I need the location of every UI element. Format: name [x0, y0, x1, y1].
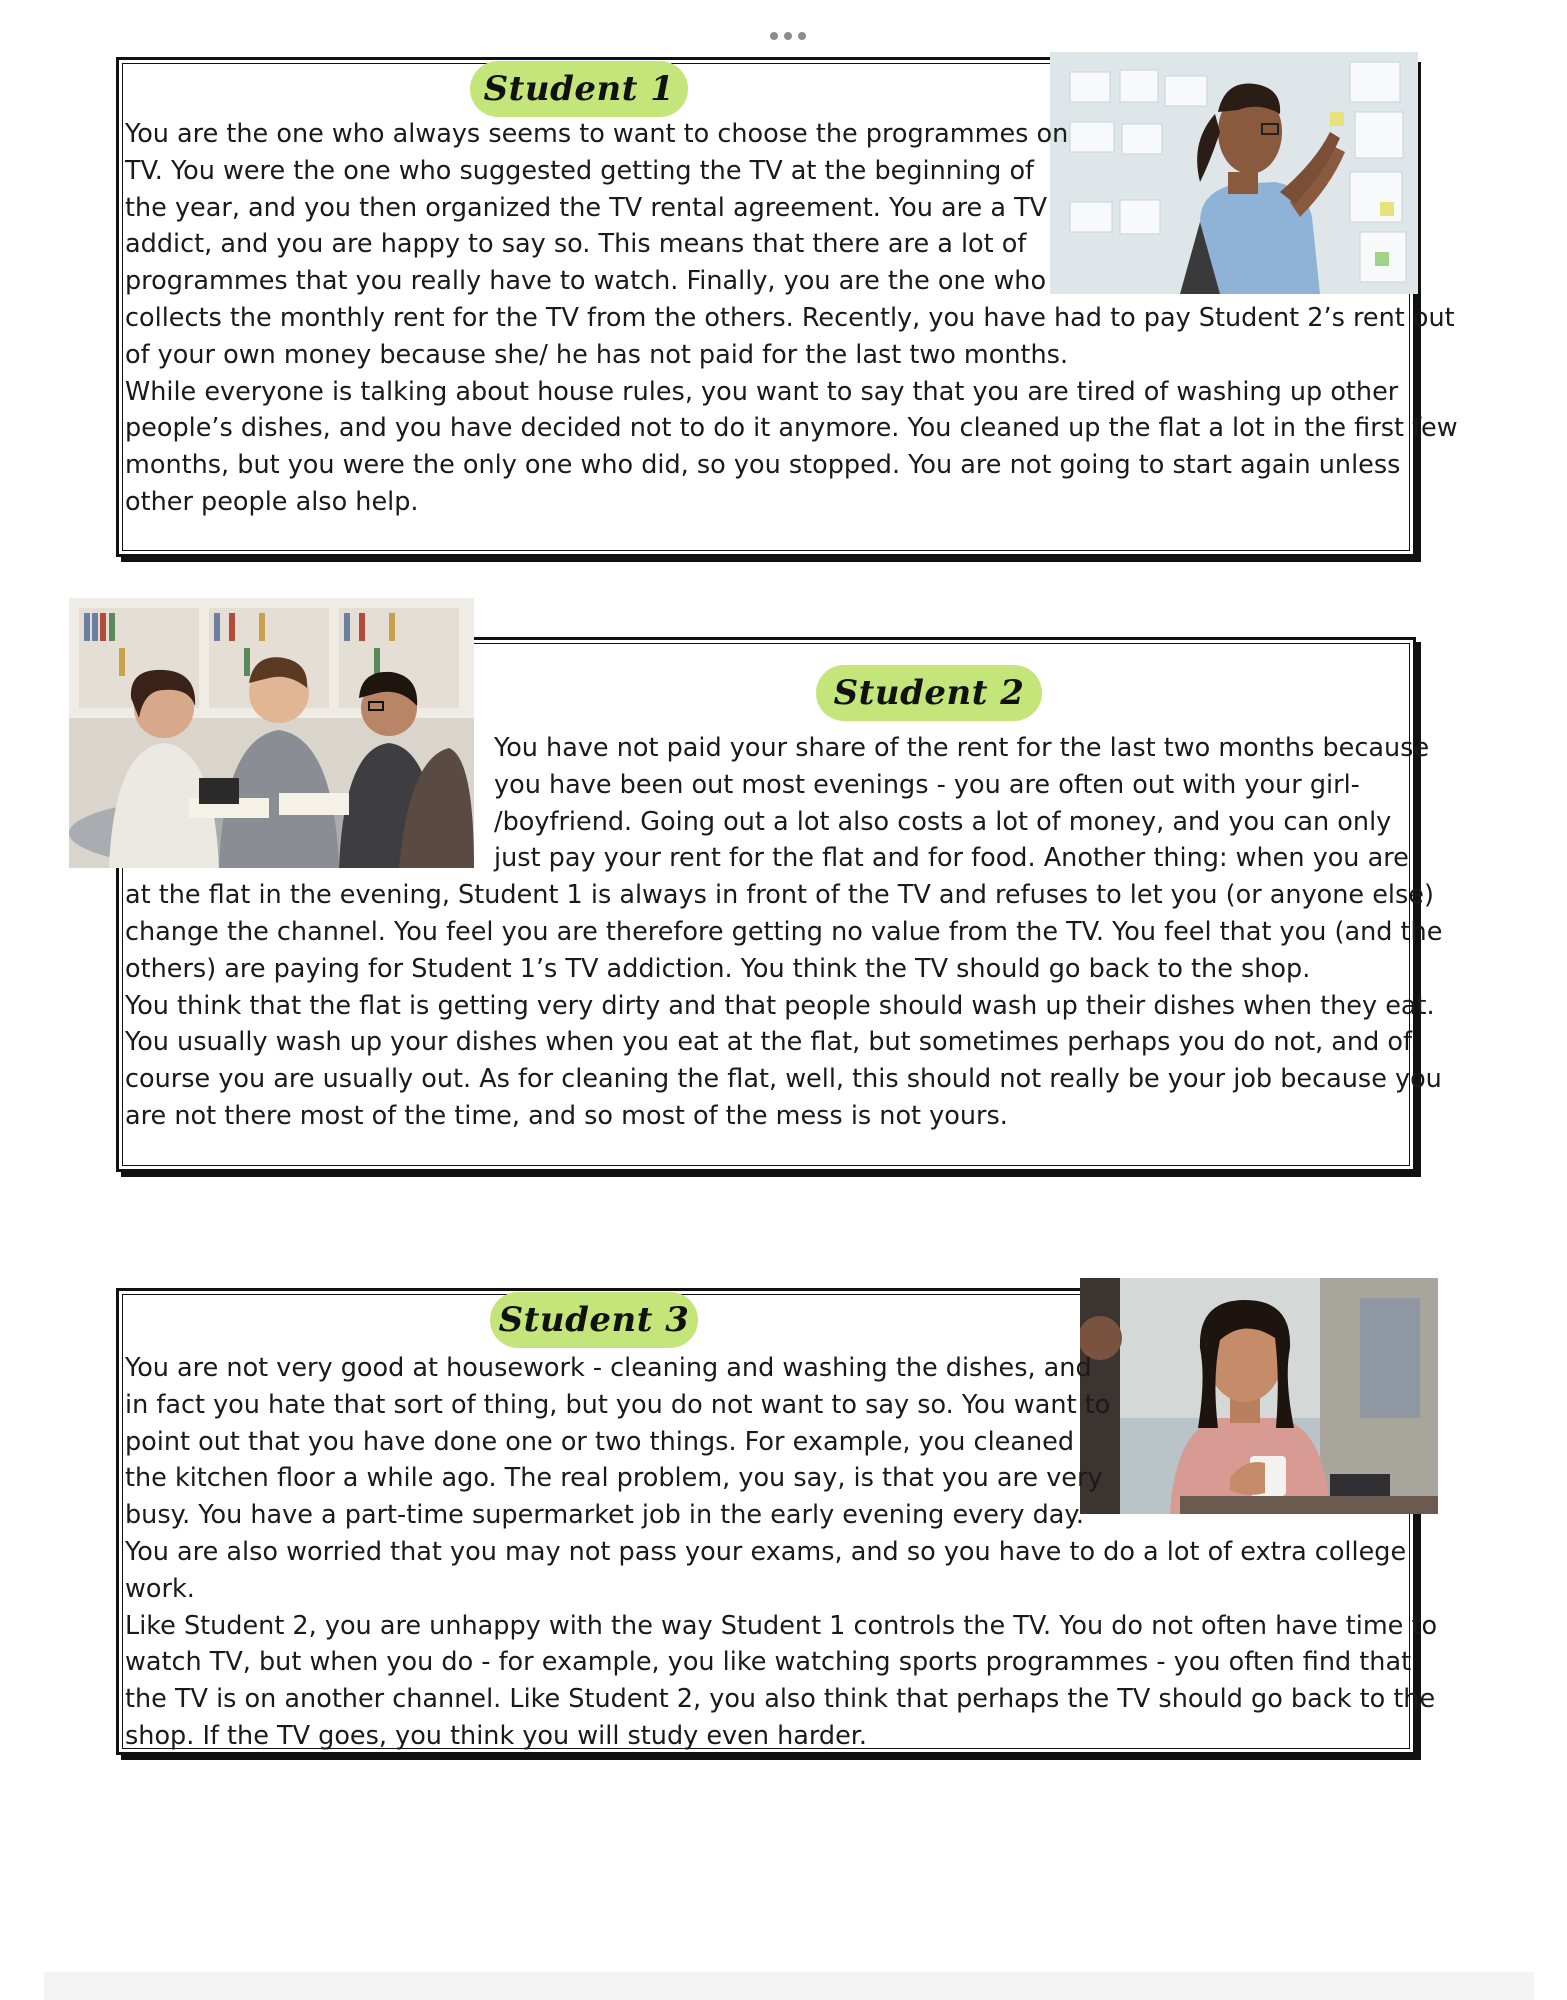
text-line: the TV is on another channel. Like Student 2, you also think that perhaps the TV should go back to the	[125, 1684, 1436, 1715]
page-footer-bar	[44, 1972, 1534, 2000]
text-line: change the channel. You feel you are therefore getting no value from the TV. You feel that you (and the	[125, 916, 1443, 947]
student-1-text	[125, 116, 1458, 521]
text-line: other people also help.	[125, 486, 419, 517]
text-line: You think that the flat is getting very dirty and that people should wash up their dishes when they eat.	[125, 990, 1435, 1021]
text-line: point out that you have done one or two things. For example, you cleaned	[125, 1426, 1075, 1457]
student-2-badge	[816, 665, 1042, 721]
student-3-text	[125, 1350, 1437, 1755]
text-line: You have not paid your share of the rent for the last two months because	[494, 733, 1430, 763]
text-line: months, but you were the only one who did, so you stopped. You are not going to start again unless	[125, 450, 1401, 481]
text-line: the kitchen floor a while ago. The real problem, you say, is that you are very	[125, 1463, 1103, 1494]
student-2-text	[125, 730, 1442, 1135]
text-line: work.	[125, 1573, 195, 1604]
text-line: are not there most of the time, and so most of the mess is not yours.	[125, 1100, 1008, 1131]
text-line: of your own money because she/ he has not paid for the last two months.	[125, 339, 1069, 370]
text-line: others) are paying for Student 1’s TV addiction. You think the TV should go back to the shop.	[125, 953, 1311, 984]
student-1-badge	[470, 61, 688, 117]
text-line: /boyfriend. Going out a lot also costs a lot of money, and you can only	[494, 806, 1392, 837]
dot	[784, 32, 792, 40]
text-line: While everyone is talking about house rules, you want to say that you are tired of washing up other	[125, 376, 1399, 407]
dot	[770, 32, 778, 40]
text-line: addict, and you are happy to say so. This means that there are a lot of	[125, 229, 1027, 260]
text-line: You are not very good at housework - cleaning and washing the dishes, and	[125, 1353, 1092, 1383]
text-line: TV. You were the one who suggested getting the TV at the beginning of	[125, 155, 1035, 186]
text-line: in fact you hate that sort of thing, but you do not want to say so. You want to	[125, 1389, 1111, 1420]
text-line: course you are usually out. As for cleaning the flat, well, this should not really be your job because you	[125, 1064, 1442, 1095]
text-line: just pay your rent for the flat and for food. Another thing: when you are	[494, 843, 1409, 874]
student-3-badge	[490, 1292, 698, 1348]
text-line: you have been out most evenings - you are often out with your girl-	[494, 769, 1360, 800]
text-line: You are also worried that you may not pass your exams, and so you have to do a lot of extra college	[125, 1536, 1407, 1567]
text-line: You are the one who always seems to want to choose the programmes on	[125, 119, 1069, 149]
text-line: the year, and you then organized the TV rental agreement. You are a TV	[125, 192, 1048, 223]
text-line: people’s dishes, and you have decided not to do it anymore. You cleaned up the flat a lot in the first few	[125, 413, 1458, 444]
text-line: Like Student 2, you are unhappy with the way Student 1 controls the TV. You do not often have time to	[125, 1610, 1438, 1641]
student-2-title: Student 2	[833, 673, 1025, 713]
text-line: busy. You have a part-time supermarket job in the early evening every day.	[125, 1500, 1084, 1531]
text-line: watch TV, but when you do - for example, you like watching sports programmes - you often find that	[125, 1647, 1412, 1678]
student-1-title: Student 1	[483, 69, 675, 109]
student-3-title: Student 3	[498, 1300, 690, 1340]
text-line: collects the monthly rent for the TV from the others. Recently, you have had to pay Student 2’s rent out	[125, 302, 1455, 333]
more-options-icon[interactable]	[770, 32, 806, 40]
dot	[798, 32, 806, 40]
text-line: programmes that you really have to watch. Finally, you are the one who	[125, 266, 1047, 297]
text-line: at the flat in the evening, Student 1 is always in front of the TV and refuses to let you (or anyone else)	[125, 880, 1434, 911]
text-line: You usually wash up your dishes when you eat at the flat, but sometimes perhaps you do not, and of	[125, 1027, 1412, 1058]
text-line: shop. If the TV goes, you think you will study even harder.	[125, 1720, 868, 1751]
